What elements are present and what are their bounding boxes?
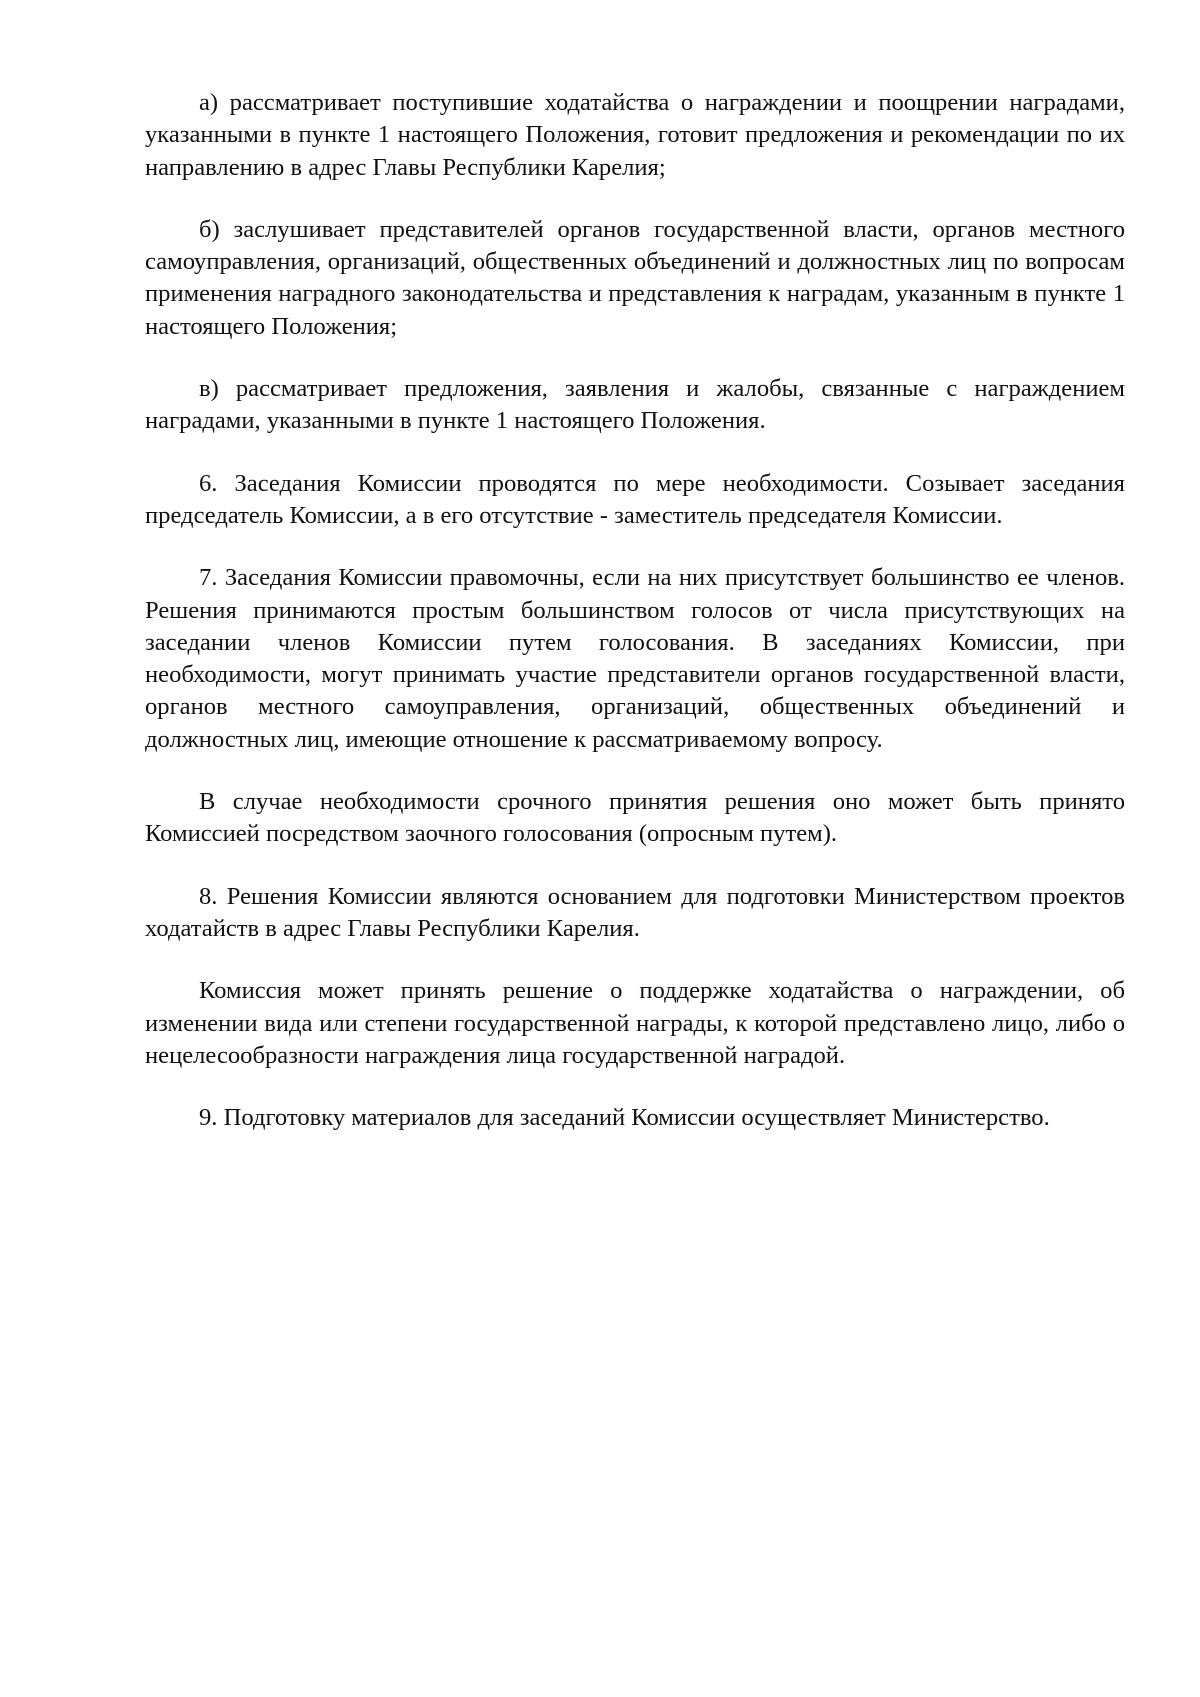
paragraph-item-a: а) рассматривает поступившие ходатайства о награждении и поощрении наградами, указанными в пункте 1 настоящего Положения, готовит предложения и рекомендации по их направлению в адрес Главы Республики Карелия; <box>145 89 1125 181</box>
paragraph-clause-9: 9. Подготовку материалов для заседаний Комиссии осуществляет Министерство. <box>199 1104 1050 1132</box>
paragraph-clause-8-decision: Комиссия может принять решение о поддержке ходатайства о награждении, об изменении вида или степени государственной награды, к которой представлено лицо, либо о нецелесообразности награждения лица государственной наградой. <box>145 977 1125 1069</box>
paragraph-item-v: в) рассматривает предложения, заявления и жалобы, связанные с награждением наградами, указанными в пункте 1 настоящего Положения. <box>145 375 1125 435</box>
paragraph-clause-8: 8. Решения Комиссии являются основанием для подготовки Министерством проектов ходатайств в адрес Главы Республики Карелия. <box>145 882 1125 942</box>
document-body <box>145 87 1125 1164</box>
paragraph-clause-6: 6. Заседания Комиссии проводятся по мере необходимости. Созывает заседания председатель Комиссии, а в его отсутствие - заместитель председателя Комиссии. <box>145 469 1125 529</box>
paragraph-clause-7-urgent: В случае необходимости срочного принятия решения оно может быть принято Комиссией посредством заочного голосования (опросным путем). <box>145 788 1125 848</box>
paragraph-item-b: б) заслушивает представителей органов государственной власти, органов местного самоуправления, организаций, общественных объединений и должностных лиц по вопросам применения наградного законодательства и представления к наградам, указанным в пункте 1 настоящего Положения; <box>145 215 1125 340</box>
paragraph-clause-7: 7. Заседания Комиссии правомочны, если на них присутствует большинство ее членов. Решения принимаются простым большинством голосов от числа присутствующих на заседании членов Комиссии путем голосования. В заседаниях Комиссии, при необходимости, могут принимать участие представители органов государственной власти, органов местного самоуправления, организаций, общественных объединений и должностных лиц, имеющие отношение к рассматриваемому вопросу. <box>145 564 1125 753</box>
